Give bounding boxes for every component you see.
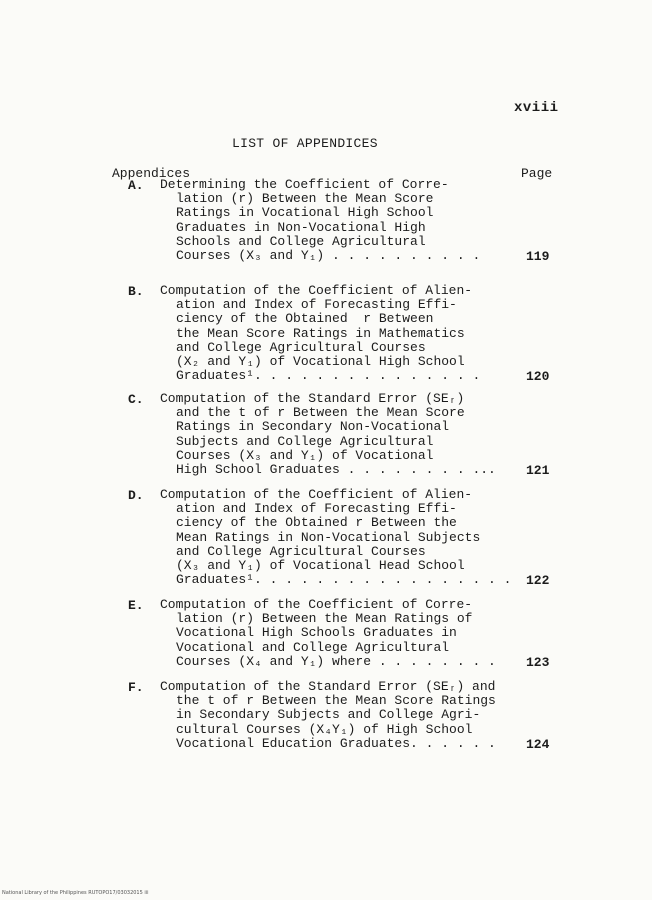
appendix-title-line: Graduates¹. . . . . . . . . . . . . . . <box>176 368 481 384</box>
appendix-letter: A. <box>128 178 144 193</box>
appendix-letter: F. <box>128 680 144 695</box>
appendix-title-line: cultural Courses (X₄Y₁) of High School <box>176 721 473 737</box>
appendix-title-line: Determining the Coefficient of Corre- <box>160 177 449 192</box>
appendix-title-line: and College Agricultural Courses <box>176 543 426 559</box>
appendix-title-line: and the t of r Between the Mean Score <box>176 405 465 421</box>
appendix-title-line: and College Agricultural Courses <box>176 339 426 355</box>
appendix-title-line: ciency of the Obtained r Between <box>176 311 434 327</box>
appendix-letter: D. <box>128 488 144 503</box>
appendix-page-number: 122 <box>526 573 550 589</box>
appendix-page-number: 119 <box>526 249 550 264</box>
appendix-page-number: 120 <box>526 369 550 385</box>
appendix-title-line: Courses (X₃ and Y₁) . . . . . . . . . . <box>176 248 481 263</box>
appendix-page-number: 124 <box>526 736 550 752</box>
page-title: LIST OF APPENDICES <box>232 136 378 151</box>
appendix-title-line: Ratings in Secondary Non-Vocational <box>176 419 450 435</box>
appendix-title-line: High School Graduates . . . . . . . . ... <box>176 462 496 477</box>
appendix-title-line: ation and Index of Forecasting Effi- <box>176 501 457 517</box>
appendix-title-line: Computation of the Standard Error (SEᵣ) <box>160 391 465 406</box>
appendix-letter: B. <box>128 284 144 299</box>
appendix-title-line: Ratings in Vocational High School <box>176 205 434 221</box>
appendices-column-label: Appendices <box>112 166 191 181</box>
appendix-title-line: (X₃ and Y₁) of Vocational Head School <box>176 558 465 573</box>
appendix-title-line: Computation of the Coefficient of Corre- <box>160 597 473 612</box>
appendix-title-line: Graduates in Non-Vocational High <box>176 219 426 235</box>
appendix-title-line: in Secondary Subjects and College Agri- <box>176 707 481 723</box>
appendix-title-line: the Mean Score Ratings in Mathematics <box>176 325 465 341</box>
appendix-title-line: Vocational and College Agricultural <box>176 639 450 655</box>
appendix-title-line: lation (r) Between the Mean Ratings of <box>176 611 473 627</box>
appendix-title-line: Courses (X₃ and Y₁) of Vocational <box>176 447 434 463</box>
appendix-title-line: Computation of the Coefficient of Alien- <box>160 283 473 298</box>
library-footer: National Library of the Philippines RUTOPO17/03032015 iii <box>2 890 149 896</box>
appendix-page-number: 121 <box>526 463 550 478</box>
appendix-title-line: Graduates¹. . . . . . . . . . . . . . . . . <box>176 572 512 588</box>
appendix-title-line: the t of r Between the Mean Score Ratings <box>176 693 496 709</box>
appendix-title-line: Vocational High Schools Graduates in <box>176 625 457 641</box>
appendix-title-line: lation (r) Between the Mean Score <box>176 191 434 207</box>
appendix-title-line: Computation of the Standard Error (SEᵣ) and <box>160 679 496 694</box>
appendix-title-line: Computation of the Coefficient of Alien- <box>160 487 473 502</box>
appendix-page-number: 123 <box>526 654 550 670</box>
appendix-title-line: ation and Index of Forecasting Effi- <box>176 297 457 313</box>
appendix-title-line: Courses (X₄ and Y₁) where . . . . . . . . <box>176 653 496 669</box>
appendix-letter: E. <box>128 598 144 613</box>
appendix-title-line: ciency of the Obtained r Between the <box>176 515 457 531</box>
appendix-title-line: Schools and College Agricultural <box>176 233 426 249</box>
page-column-label: Page <box>521 166 553 181</box>
appendix-letter: C. <box>128 392 144 407</box>
appendix-title-line: (X₂ and Y₁) of Vocational High School <box>176 354 465 369</box>
appendix-title-line: Subjects and College Agricultural <box>176 433 434 449</box>
appendix-title-line: Vocational Education Graduates. . . . . . <box>176 735 496 751</box>
page-number: xviii <box>514 100 559 116</box>
appendix-title-line: Mean Ratings in Non-Vocational Subjects <box>176 529 481 545</box>
